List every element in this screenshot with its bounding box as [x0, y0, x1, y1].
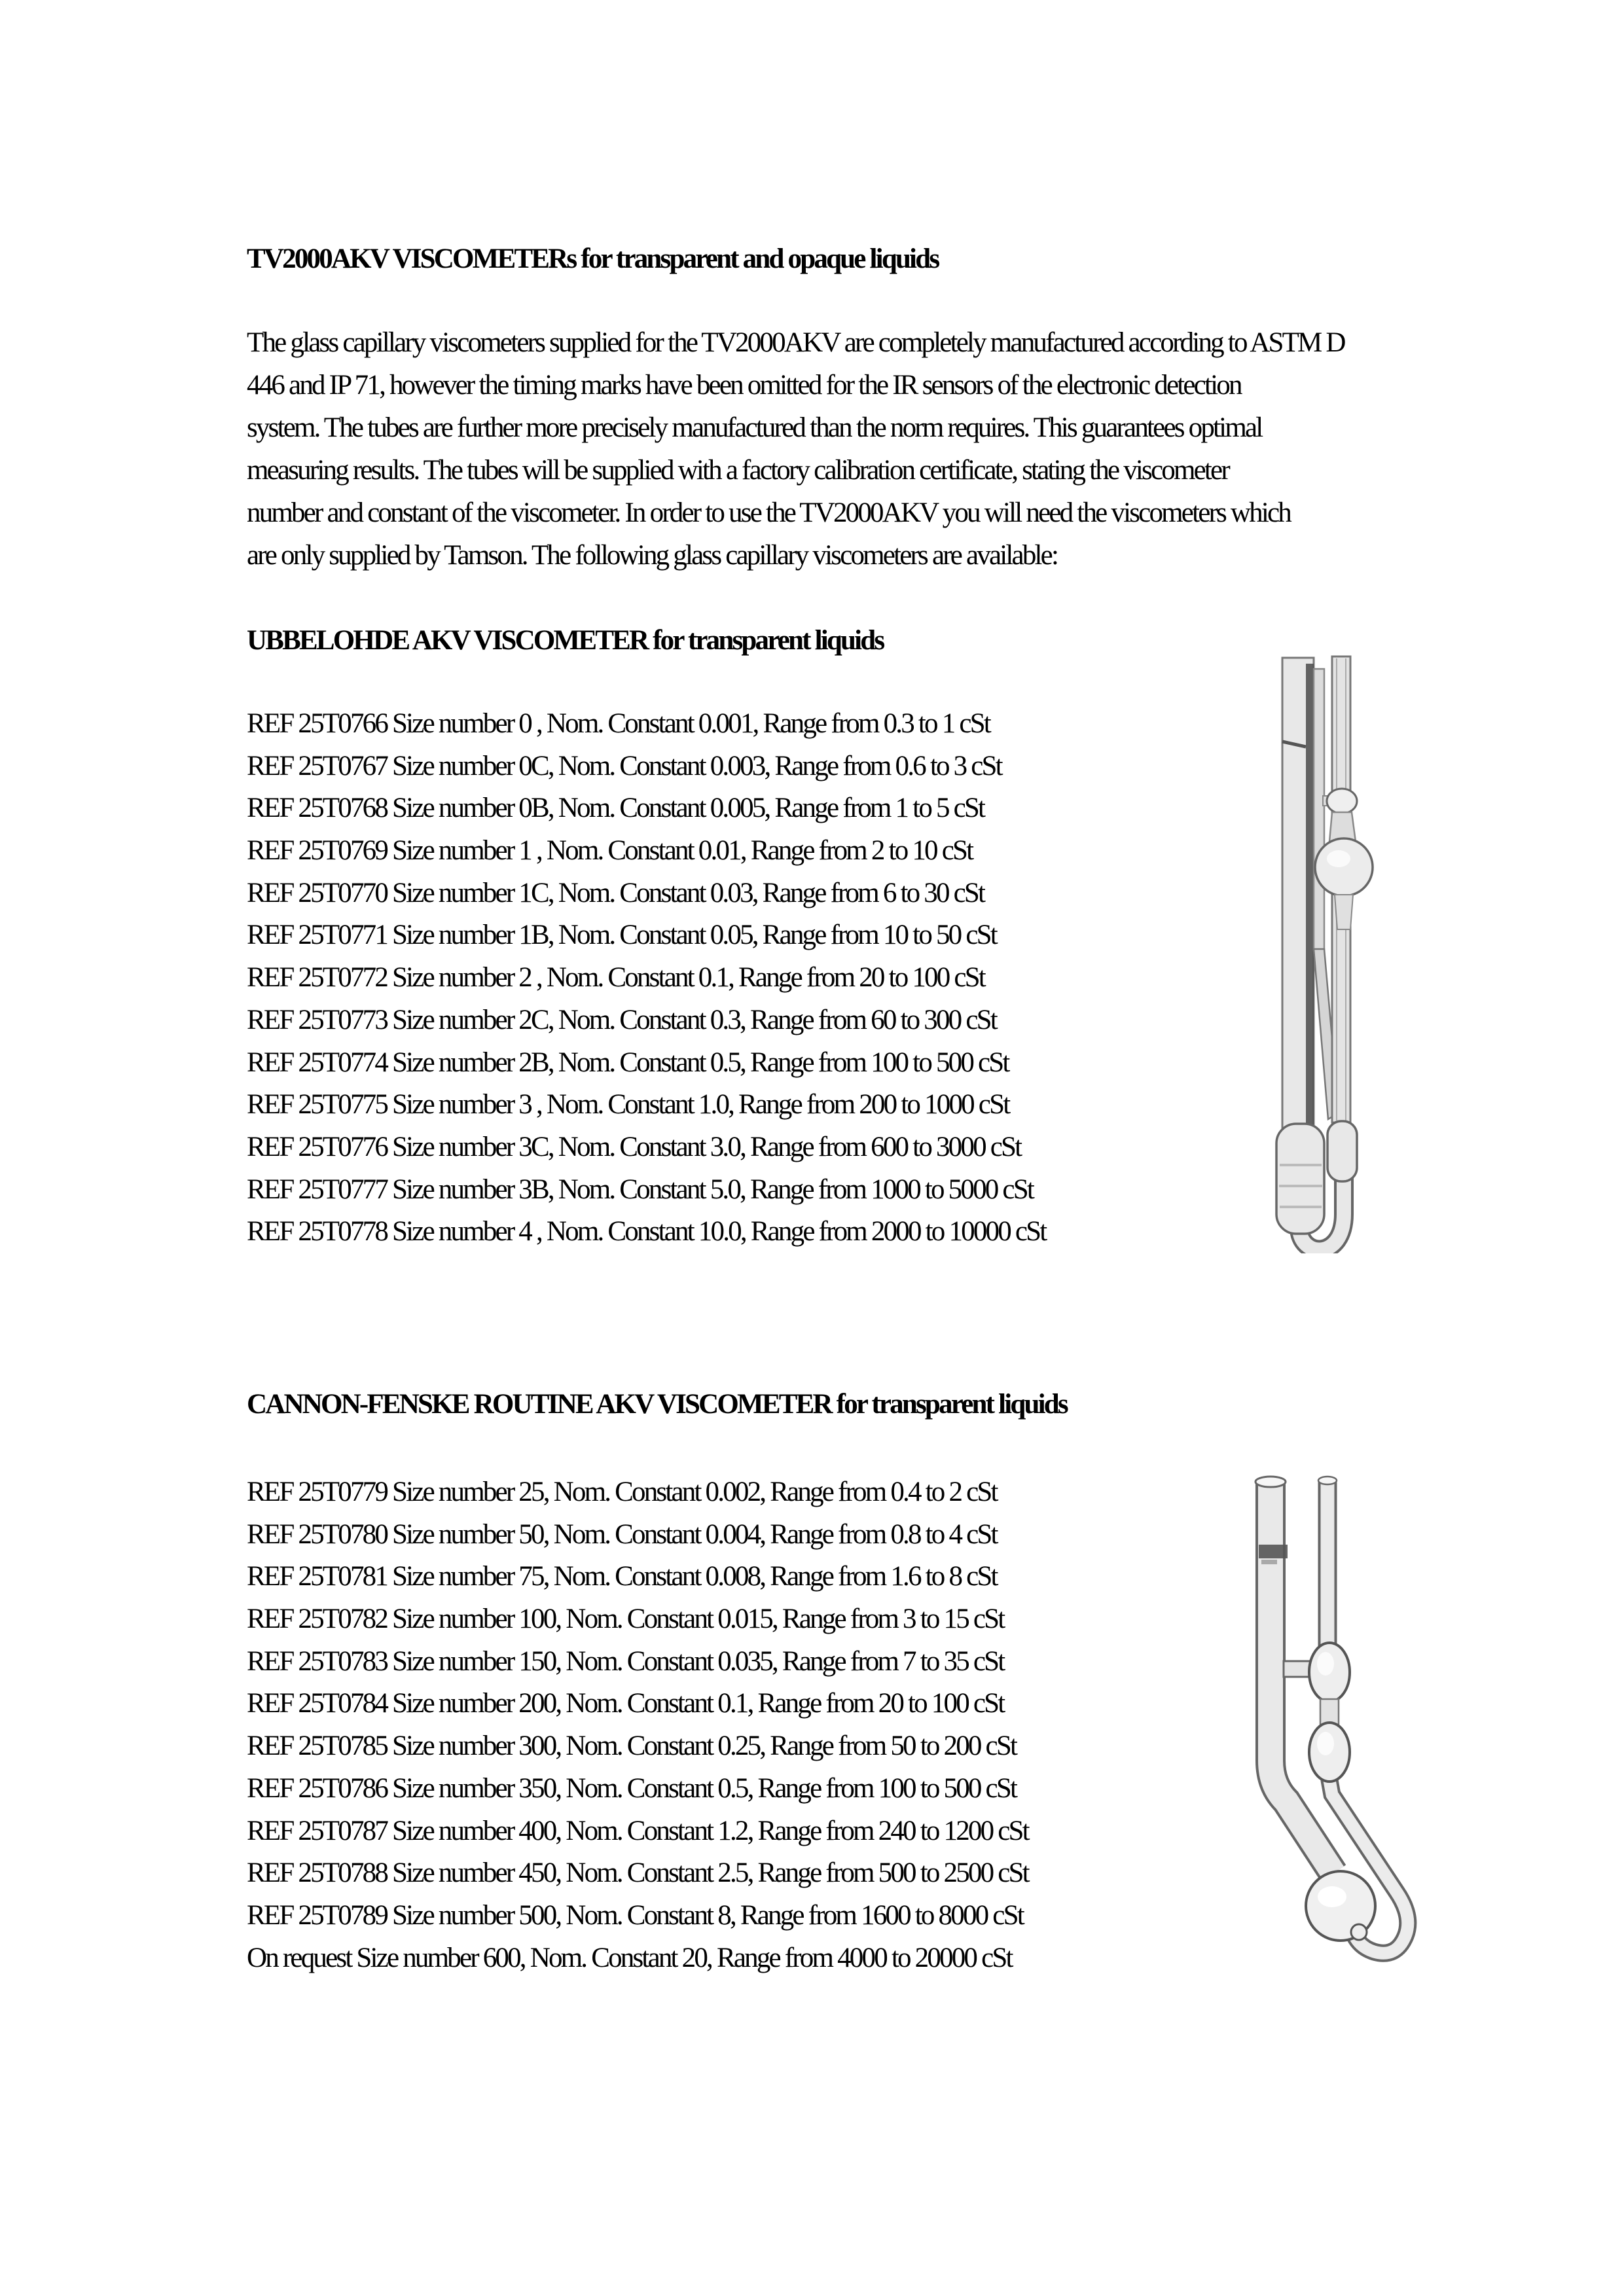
list-item: REF 25T0789 Size number 500, Nom. Constant 8, Range from 1600 to 8000 cSt [247, 1899, 1023, 1931]
cannon-fenske-viscometer-illustration [1240, 1473, 1434, 1980]
list-item: REF 25T0770 Size number 1C, Nom. Constant 0.03, Range from 6 to 30 cSt [247, 877, 984, 908]
list-item: REF 25T0767 Size number 0C, Nom. Constant 0.003, Range from 0.6 to 3 cSt [247, 750, 1001, 781]
paragraph-line: system. The tubes are further more precisely manufactured than the norm requires. This guarantees optimal [247, 412, 1262, 443]
list-item: REF 25T0779 Size number 25, Nom. Constant 0.002, Range from 0.4 to 2 cSt [247, 1477, 997, 1507]
cannon-fenske-ref-list [247, 1471, 1028, 1979]
list-item: REF 25T0774 Size number 2B, Nom. Constant 0.5, Range from 100 to 500 cSt [247, 1047, 1009, 1078]
list-item: REF 25T0785 Size number 300, Nom. Constant 0.25, Range from 50 to 200 cSt [247, 1731, 1017, 1762]
list-item: REF 25T0775 Size number 3 , Nom. Constant 1.0, Range from 200 to 1000 cSt [247, 1089, 1009, 1121]
section-heading-cannon-fenske: CANNON-FENSKE ROUTINE AKV VISCOMETER for transparent liquids [247, 1389, 1067, 1420]
list-item: REF 25T0783 Size number 150, Nom. Constant 0.035, Range from 7 to 35 cSt [247, 1645, 1004, 1677]
paragraph-line: 446 and IP 71, however the timing marks have been omitted for the IR sensors of the electronic detection [247, 370, 1241, 401]
section-heading-ubbelohde: UBBELOHDE AKV VISCOMETER for transparent liquids [247, 625, 884, 656]
list-item: On request Size number 600, Nom. Constant 20, Range from 4000 to 20000 cSt [247, 1942, 1012, 1973]
list-item: REF 25T0784 Size number 200, Nom. Constant 0.1, Range from 20 to 100 cSt [247, 1688, 1004, 1719]
list-item: REF 25T0771 Size number 1B, Nom. Constant 0.05, Range from 10 to 50 cSt [247, 920, 996, 951]
list-item: REF 25T0766 Size number 0 , Nom. Constant 0.001, Range from 0.3 to 1 cSt [247, 708, 990, 739]
ubbelohde-viscometer-illustration [1273, 655, 1375, 1253]
tamson-label-mark [1259, 1545, 1288, 1558]
list-item: REF 25T0782 Size number 100, Nom. Constant 0.015, Range from 3 to 15 cSt [247, 1604, 1004, 1635]
list-item: REF 25T0787 Size number 400, Nom. Constant 1.2, Range from 240 to 1200 cSt [247, 1815, 1028, 1846]
paragraph-line: measuring results. The tubes will be supplied with a factory calibration certificate, stating the viscometer [247, 455, 1229, 486]
list-item: REF 25T0777 Size number 3B, Nom. Constant 5.0, Range from 1000 to 5000 cSt [247, 1174, 1033, 1205]
list-item: REF 25T0788 Size number 450, Nom. Constant 2.5, Range from 500 to 2500 cSt [247, 1857, 1028, 1889]
paragraph-line: are only supplied by Tamson. The following glass capillary viscometers are available: [247, 540, 1058, 571]
list-item: REF 25T0768 Size number 0B, Nom. Constant 0.005, Range from 1 to 5 cSt [247, 793, 984, 824]
list-item: REF 25T0773 Size number 2C, Nom. Constant 0.3, Range from 60 to 300 cSt [247, 1004, 996, 1035]
ubbelohde-ref-list [247, 703, 1045, 1253]
list-item: REF 25T0778 Size number 4 , Nom. Constant 10.0, Range from 2000 to 10000 cSt [247, 1216, 1046, 1247]
list-item: REF 25T0769 Size number 1 , Nom. Constant 0.01, Range from 2 to 10 cSt [247, 835, 973, 867]
list-item: REF 25T0780 Size number 50, Nom. Constant 0.004, Range from 0.8 to 4 cSt [247, 1518, 997, 1550]
paragraph-line: The glass capillary viscometers supplied for the TV2000AKV are completely manufactured according to ASTM D [247, 327, 1344, 358]
paragraph-line: number and constant of the viscometer. In order to use the TV2000AKV you will need the viscometers which [247, 497, 1290, 528]
intro-paragraph [247, 321, 1344, 577]
list-item: REF 25T0786 Size number 350, Nom. Constant 0.5, Range from 100 to 500 cSt [247, 1772, 1017, 1804]
list-item: REF 25T0781 Size number 75, Nom. Constant 0.008, Range from 1.6 to 8 cSt [247, 1561, 997, 1592]
list-item: REF 25T0772 Size number 2 , Nom. Constant 0.1, Range from 20 to 100 cSt [247, 962, 984, 994]
list-item: REF 25T0776 Size number 3C, Nom. Constant 3.0, Range from 600 to 3000 cSt [247, 1131, 1021, 1162]
page-title: TV2000AKV VISCOMETERs for transparent and opaque liquids [247, 243, 939, 274]
